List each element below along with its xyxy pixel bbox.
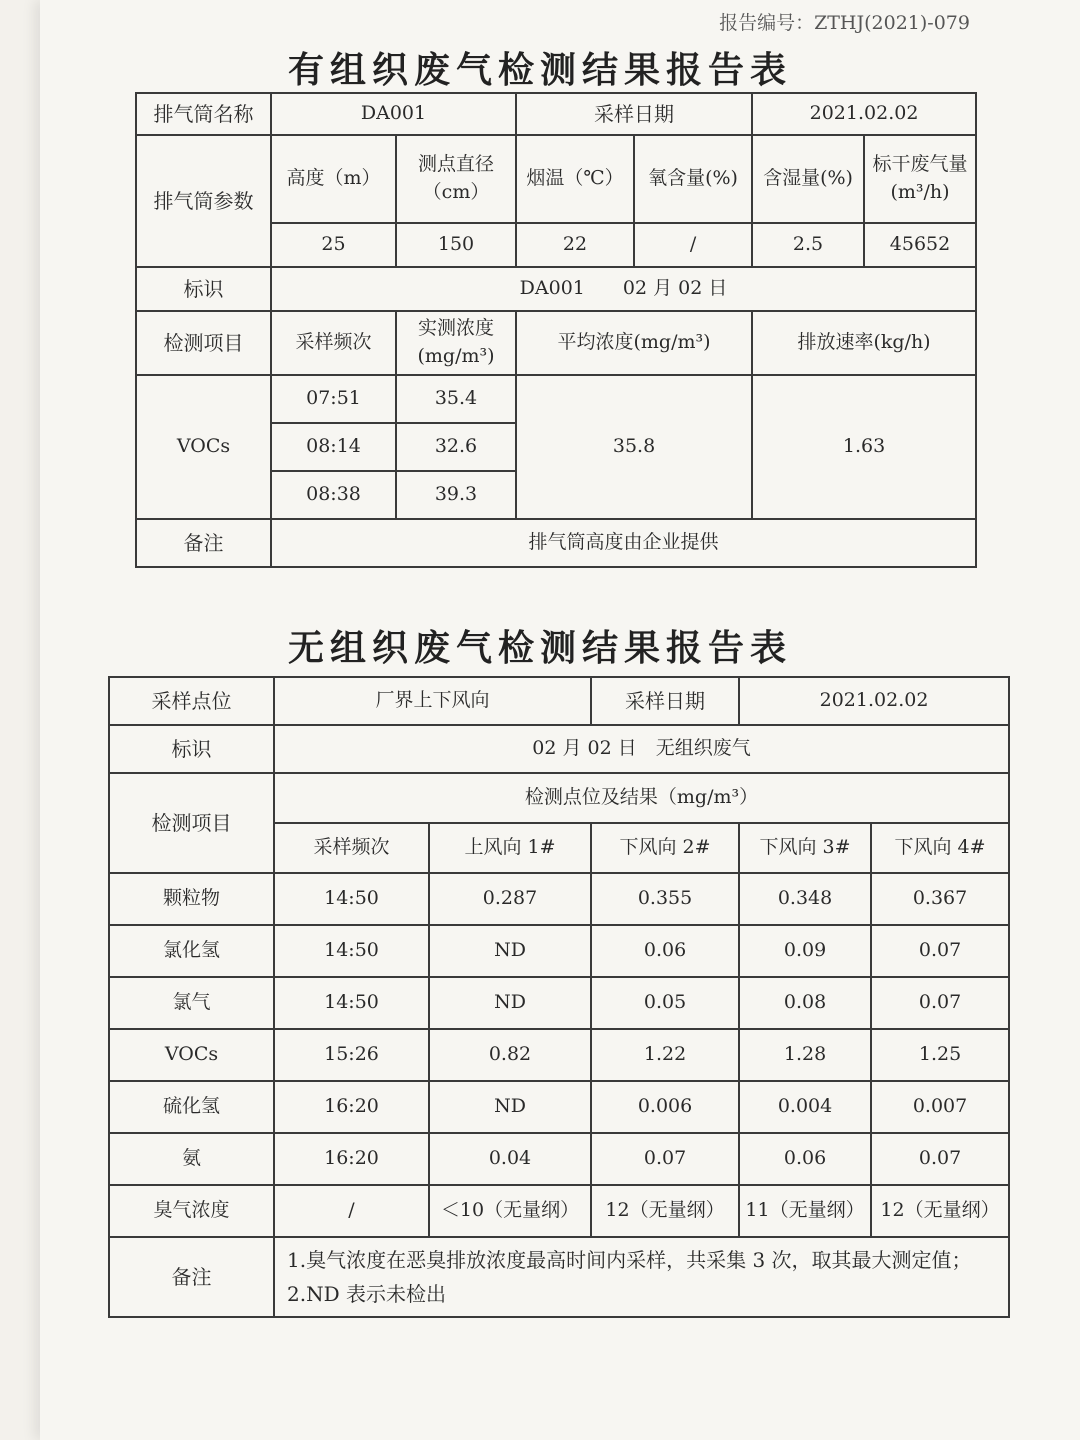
table-cell: 16:20: [274, 1133, 429, 1185]
param-label: 氧含量(%): [634, 135, 752, 223]
id-label: 标识: [136, 267, 271, 311]
note-line: 2.ND 表示未检出: [287, 1282, 446, 1306]
header-average: 平均浓度(mg/m³): [516, 311, 752, 375]
sample-date-value: 2021.02.02: [752, 93, 976, 135]
param-label: 测点直径（cm）: [396, 135, 516, 223]
param-value: 150: [396, 223, 516, 267]
id-label: 标识: [109, 725, 274, 773]
table-cell: 1.28: [739, 1029, 871, 1081]
result-header: 检测点位及结果（mg/m³）: [274, 773, 1009, 823]
table-cell: 14:50: [274, 977, 429, 1029]
sample-time: 07:51: [271, 375, 396, 423]
header-freq: 采样频次: [271, 311, 396, 375]
note-cell: [274, 1237, 1009, 1317]
table-cell: 14:50: [274, 925, 429, 977]
pollutant-name: 颗粒物: [109, 873, 274, 925]
table-cell: 0.07: [871, 925, 1009, 977]
table-cell: 0.04: [429, 1133, 591, 1185]
table-cell: 0.82: [429, 1029, 591, 1081]
point-label: 采样点位: [109, 677, 274, 725]
unorganized-emission-table: [108, 676, 1010, 1318]
table-cell: 0.09: [739, 925, 871, 977]
table-cell: 0.355: [591, 873, 739, 925]
organized-emission-table: [135, 92, 977, 568]
table-cell: 1.25: [871, 1029, 1009, 1081]
pollutant-name: 氨: [109, 1133, 274, 1185]
note-label: 备注: [109, 1237, 274, 1317]
item-vocs: VOCs: [136, 375, 271, 519]
organized-title: 有组织废气检测结果报告表: [287, 49, 792, 91]
table-cell: ND: [429, 1081, 591, 1133]
column-header: 下风向 2#: [591, 823, 739, 873]
table-cell: 0.07: [591, 1133, 739, 1185]
table-cell: 0.07: [871, 1133, 1009, 1185]
param-label: 标干废气量(m³/h): [864, 135, 976, 223]
measured-conc: 35.4: [396, 375, 516, 423]
header-item: 检测项目: [136, 311, 271, 375]
table-cell: ND: [429, 925, 591, 977]
table-cell: 12（无量纲）: [591, 1185, 739, 1237]
pollutant-name: 氯化氢: [109, 925, 274, 977]
column-header: 采样频次: [274, 823, 429, 873]
table-cell: 12（无量纲）: [871, 1185, 1009, 1237]
param-label: 烟温（℃）: [516, 135, 634, 223]
header-rate: 排放速率(kg/h): [752, 311, 976, 375]
table-cell: ND: [429, 977, 591, 1029]
table-cell: 0.06: [739, 1133, 871, 1185]
table-cell: 15:26: [274, 1029, 429, 1081]
table-cell: 0.287: [429, 873, 591, 925]
stack-name-label: 排气筒名称: [136, 93, 271, 135]
column-header: 下风向 4#: [871, 823, 1009, 873]
column-header: 下风向 3#: [739, 823, 871, 873]
table-cell: 16:20: [274, 1081, 429, 1133]
table-cell: /: [274, 1185, 429, 1237]
table-cell: 0.07: [871, 977, 1009, 1029]
emission-rate: 1.63: [752, 375, 976, 519]
pollutant-name: 硫化氢: [109, 1081, 274, 1133]
sample-time: 08:38: [271, 471, 396, 519]
table-cell: 0.004: [739, 1081, 871, 1133]
id-value: 02 月 02 日 无组织废气: [274, 725, 1009, 773]
param-value: 2.5: [752, 223, 864, 267]
measured-conc: 39.3: [396, 471, 516, 519]
table-cell: 0.05: [591, 977, 739, 1029]
table-cell: 0.06: [591, 925, 739, 977]
stack-params-label: 排气筒参数: [136, 135, 271, 267]
measured-conc: 32.6: [396, 423, 516, 471]
param-value: /: [634, 223, 752, 267]
table-cell: 0.08: [739, 977, 871, 1029]
param-label: 含湿量(%): [752, 135, 864, 223]
table-cell: 14:50: [274, 873, 429, 925]
note-line: 1.臭气浓度在恶臭排放浓度最高时间内采样，共采集 3 次，取其最大测定值；: [287, 1248, 972, 1272]
column-header: 上风向 1#: [429, 823, 591, 873]
sample-date-value: 2021.02.02: [739, 677, 1009, 725]
table-cell: 0.006: [591, 1081, 739, 1133]
report-number: 报告编号：ZTHJ(2021)-079: [719, 12, 970, 34]
note-text: 排气筒高度由企业提供: [271, 519, 976, 567]
param-value: 25: [271, 223, 396, 267]
stack-name-value: DA001: [271, 93, 516, 135]
id-value: DA001 02 月 02 日: [271, 267, 976, 311]
pollutant-name: 氯气: [109, 977, 274, 1029]
point-value: 厂界上下风向: [274, 677, 591, 725]
table-cell: 0.367: [871, 873, 1009, 925]
table-cell: 11（无量纲）: [739, 1185, 871, 1237]
table-cell: ＜10（无量纲）: [429, 1185, 591, 1237]
header-measured: 实测浓度(mg/m³): [396, 311, 516, 375]
param-value: 45652: [864, 223, 976, 267]
unorganized-title: 无组织废气检测结果报告表: [287, 627, 792, 669]
pollutant-name: 臭气浓度: [109, 1185, 274, 1237]
param-label: 高度（m）: [271, 135, 396, 223]
table-cell: 0.348: [739, 873, 871, 925]
table-cell: 1.22: [591, 1029, 739, 1081]
note-label: 备注: [136, 519, 271, 567]
table-cell: 0.007: [871, 1081, 1009, 1133]
pollutant-name: VOCs: [109, 1029, 274, 1081]
param-value: 22: [516, 223, 634, 267]
sample-time: 08:14: [271, 423, 396, 471]
item-label: 检测项目: [109, 773, 274, 873]
average-conc: 35.8: [516, 375, 752, 519]
sample-date-label: 采样日期: [591, 677, 739, 725]
sample-date-label: 采样日期: [516, 93, 752, 135]
